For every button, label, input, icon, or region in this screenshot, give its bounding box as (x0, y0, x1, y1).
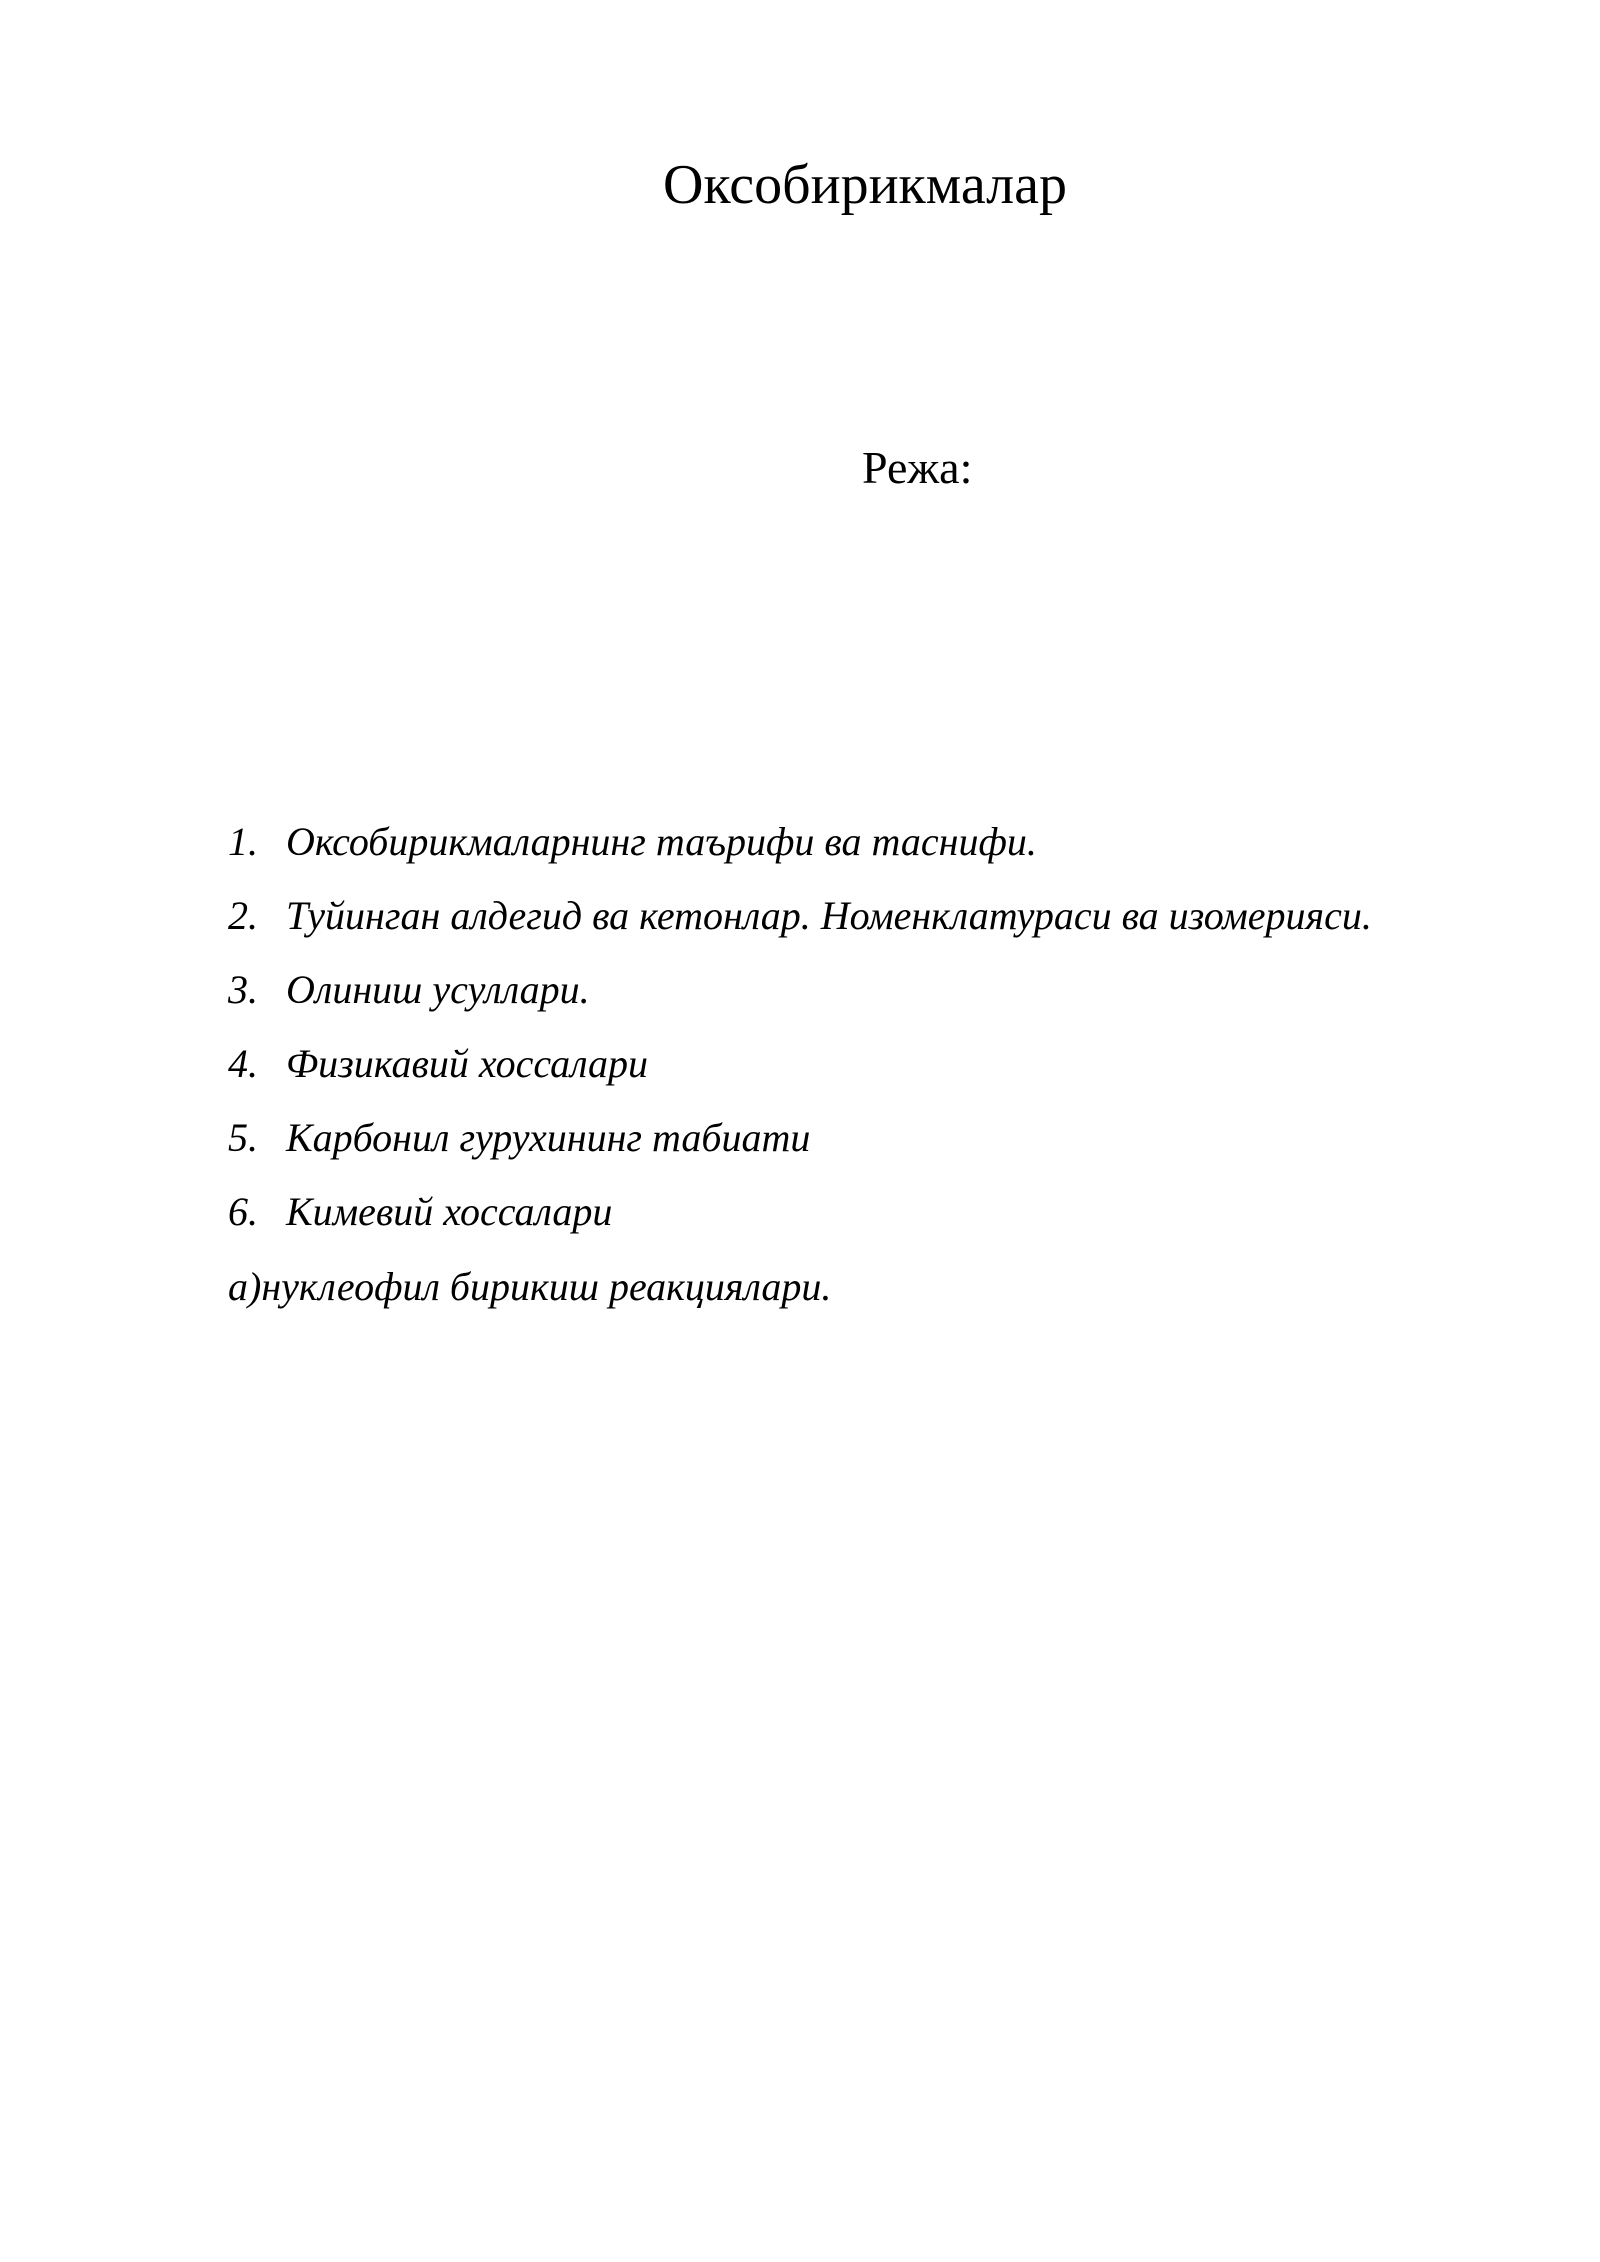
plan-item-number: 3. (228, 967, 258, 1012)
plan-item-text: Туйинган алдегид ва кетонлар. Номенклатураси ва изомерияси. (286, 893, 1372, 938)
plan-item-number: 5. (228, 1115, 258, 1160)
plan-list (228, 817, 1568, 1261)
plan-item (228, 965, 1568, 1039)
plan-item (228, 817, 1568, 891)
plan-item (228, 1187, 1568, 1261)
plan-item-number: 4. (228, 1041, 258, 1086)
plan-heading: Режа: (862, 442, 973, 493)
plan-item-text: Кимевий хоссалари (286, 1189, 613, 1234)
plan-sub-item: а)нуклеофил бирикиш реакциялари. (228, 1264, 832, 1309)
plan-item-text: Физикавий хоссалари (286, 1041, 649, 1086)
plan-item (228, 1039, 1568, 1113)
plan-item (228, 1113, 1568, 1187)
plan-item-number: 1. (228, 819, 258, 864)
plan-item-text: Олиниш усуллари. (286, 967, 590, 1012)
document-title: Оксобирикмалар (663, 154, 1067, 216)
plan-item-number: 2. (228, 893, 258, 938)
plan-item (228, 891, 1568, 965)
plan-item-text: Карбонил гурухининг табиати (286, 1115, 811, 1160)
plan-item-text: Оксобирикмаларнинг таърифи ва таснифи. (286, 819, 1037, 864)
plan-item-number: 6. (228, 1189, 258, 1234)
